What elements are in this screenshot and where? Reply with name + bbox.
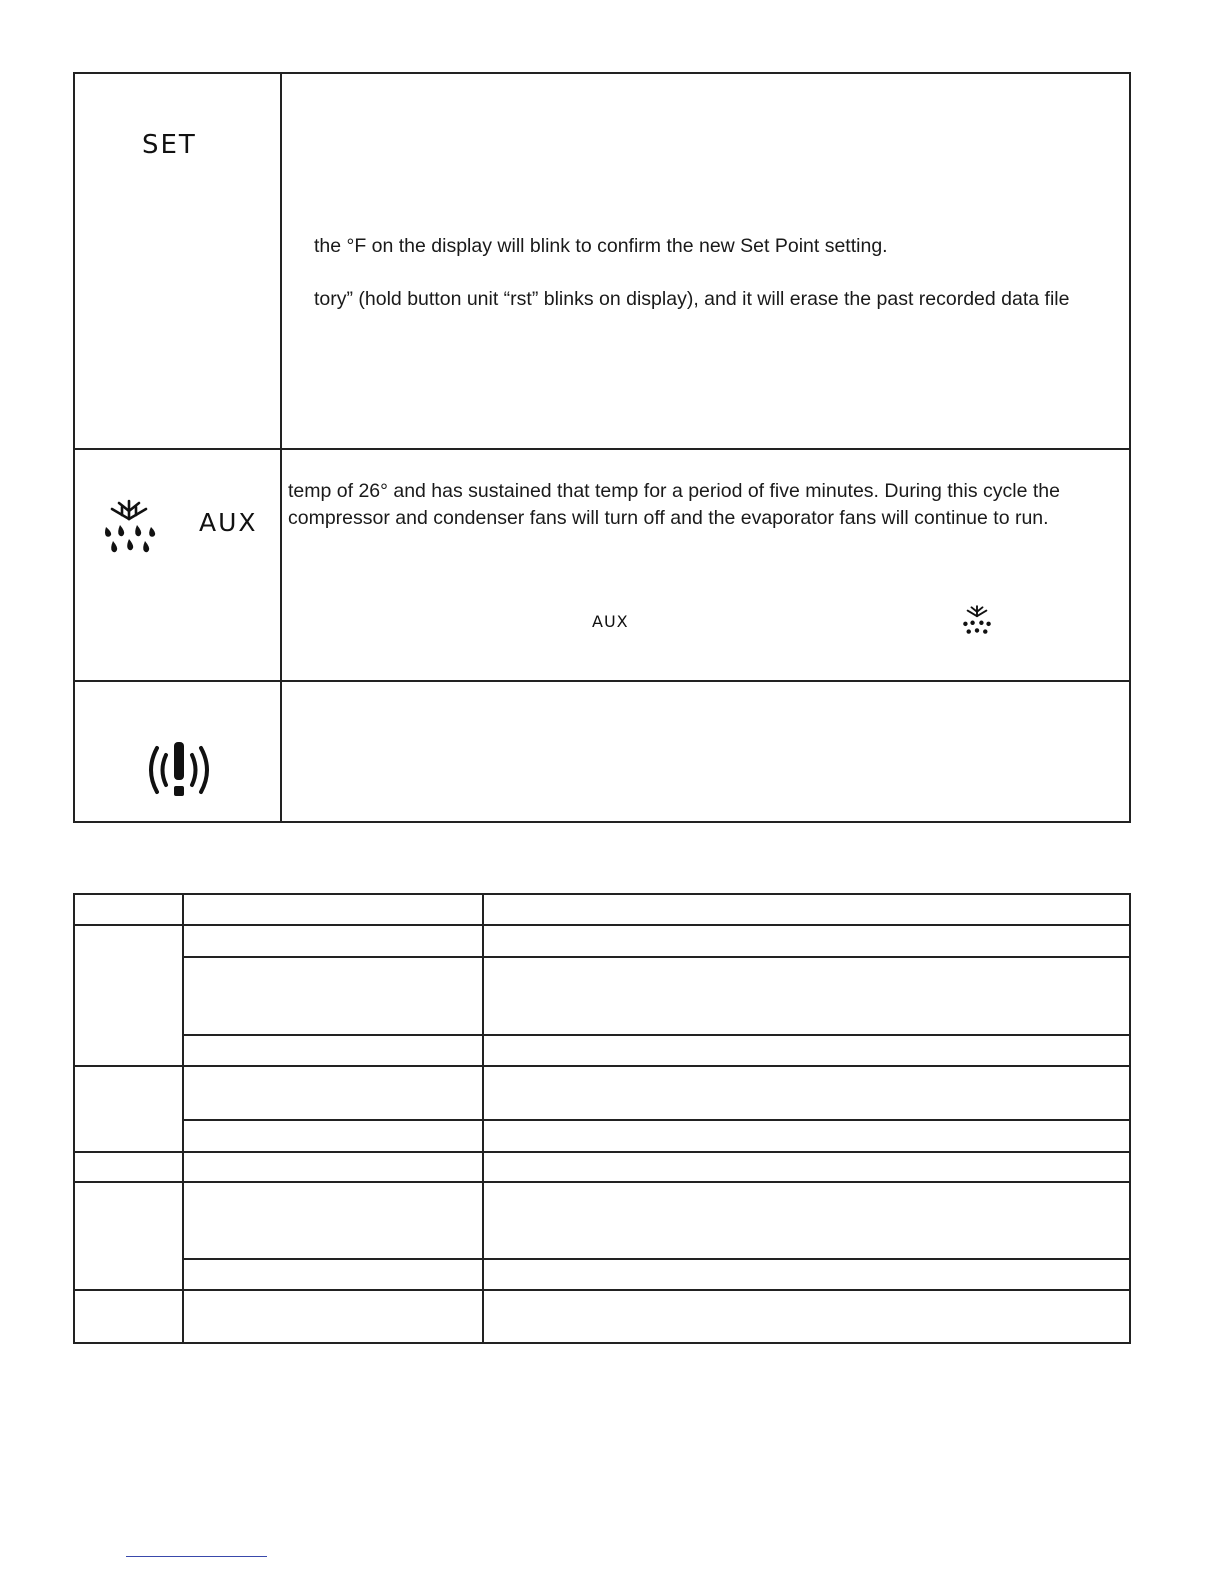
alarm-icon xyxy=(143,738,215,802)
set-icon: SET xyxy=(142,130,197,160)
defrost-icon xyxy=(100,497,158,555)
row-divider xyxy=(75,448,1129,450)
row-divider xyxy=(75,680,1129,682)
defrost-description-line-1: temp of 26° and has sustained that temp for a period of five minutes. During this cycle the xyxy=(288,480,1060,502)
troubleshooting-table xyxy=(73,893,1131,1344)
defrost-icon xyxy=(961,604,993,636)
row-divider xyxy=(182,956,1129,958)
row-divider xyxy=(75,1151,1129,1153)
row-divider xyxy=(182,1034,1129,1036)
reset-history-text: tory” (hold button unit “rst” blinks on display), and it will erase the past recorded data file xyxy=(314,288,1070,310)
icon-description-table xyxy=(73,72,1131,823)
row-divider xyxy=(75,1289,1129,1291)
footer-link[interactable] xyxy=(126,1556,267,1557)
row-divider xyxy=(182,1258,1129,1260)
set-point-confirm-text: the °F on the display will blink to confirm the new Set Point setting. xyxy=(314,235,888,257)
aux-icon: AUX xyxy=(199,508,258,537)
row-divider xyxy=(75,924,1129,926)
defrost-description-line-2: compressor and condenser fans will turn off and the evaporator fans will continue to run. xyxy=(288,507,1049,529)
aux-icon: AUX xyxy=(592,612,629,631)
row-divider xyxy=(75,1065,1129,1067)
row-divider xyxy=(182,1119,1129,1121)
row-divider xyxy=(75,1181,1129,1183)
